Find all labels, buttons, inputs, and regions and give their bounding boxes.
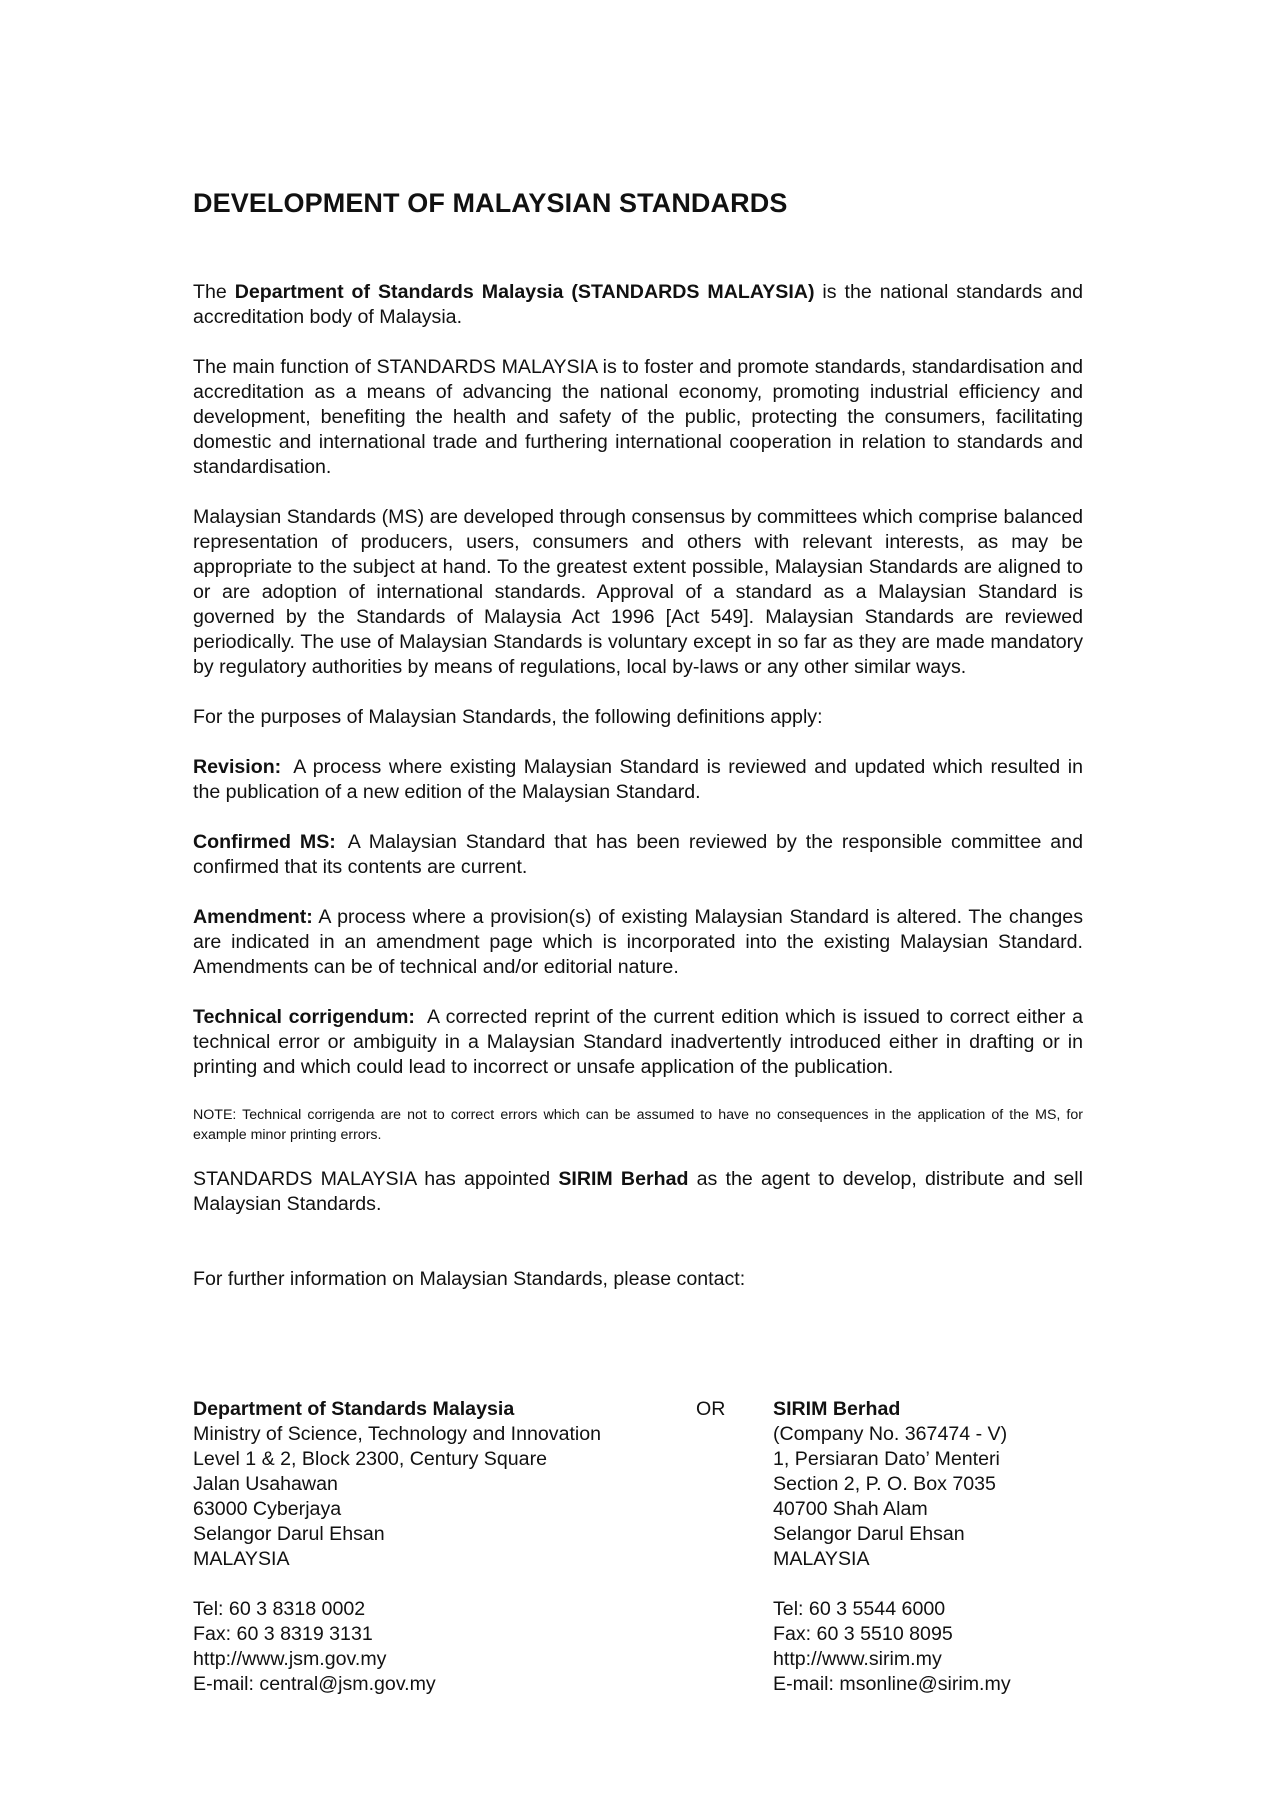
- tel-line: Tel: 60 3 5544 6000: [773, 1598, 946, 1620]
- definitions-intro: For the purposes of Malaysian Standards, the following definitions apply:: [193, 706, 823, 728]
- agent-before: STANDARDS MALAYSIA has appointed: [193, 1168, 559, 1190]
- or-separator: [696, 1397, 725, 1422]
- definition-term: Revision:: [193, 756, 282, 778]
- document-page: [193, 0, 1083, 1800]
- email-line: E-mail: central@jsm.gov.my: [193, 1673, 436, 1695]
- document-title: DEVELOPMENT OF MALAYSIAN STANDARDS: [193, 188, 788, 218]
- address-line: MALAYSIA: [773, 1548, 870, 1570]
- contact-name: Department of Standards Malaysia: [193, 1398, 515, 1420]
- definition-confirmed: [193, 830, 1083, 880]
- address-line: (Company No. 367474 - V): [773, 1423, 1008, 1445]
- tel-line: Tel: 60 3 8318 0002: [193, 1598, 366, 1620]
- address-line: MALAYSIA: [193, 1548, 290, 1570]
- definition-corrigendum: [193, 1005, 1083, 1080]
- agent-paragraph: [193, 1167, 1083, 1217]
- address-line: Selangor Darul Ehsan: [193, 1523, 385, 1545]
- address-line: Level 1 & 2, Block 2300, Century Square: [193, 1448, 547, 1470]
- definition-term: Amendment:: [193, 906, 313, 928]
- contact-right: [773, 1397, 1011, 1697]
- intro-after: is the national standards and accreditation body of Malaysia.: [193, 281, 1083, 328]
- fax-line: Fax: 60 3 8319 3131: [193, 1623, 373, 1645]
- intro-paragraph: [193, 280, 1083, 330]
- contact-left: [193, 1397, 601, 1697]
- address-line: 1, Persiaran Dato’ Menteri: [773, 1448, 1000, 1470]
- address-line: Jalan Usahawan: [193, 1473, 338, 1495]
- document-body: [193, 280, 1083, 1317]
- standards-paragraph: Malaysian Standards (MS) are developed through consensus by committees which comprise balanced representation of producers, users, consumers and others with relevant interests, as may be appropriate to the subject at hand. To the greatest extent possible, Malaysian Standards are aligned to or are adoption of international standards. Approval of a standard as a Malaysian Standard is governed by the Standards of Malaysia Act 1996 [Act 549]. Malaysian Standards are reviewed periodically. The use of Malaysian Standards is voluntary except in so far as they are made mandatory by regulatory authorities by means of regulations, local by-laws or any other similar ways.: [193, 506, 1083, 678]
- definition-text: A Malaysian Standard that has been reviewed by the responsible committee and confirmed that its contents are current.: [193, 831, 1083, 878]
- definition-text: A process where existing Malaysian Standard is reviewed and updated which resulted in the publication of a new edition of the Malaysian Standard.: [193, 756, 1083, 803]
- definition-amendment: [193, 905, 1083, 980]
- email-line: E-mail: msonline@sirim.my: [773, 1673, 1011, 1695]
- definition-text: A corrected reprint of the current edition which is issued to correct either a technical error or ambiguity in a Malaysian Standard inadvertently introduced either in drafting or in printing and which could lead to incorrect or unsafe application of the publication.: [193, 1006, 1083, 1078]
- address-line: Section 2, P. O. Box 7035: [773, 1473, 996, 1495]
- address-line: Ministry of Science, Technology and Innovation: [193, 1423, 602, 1445]
- function-paragraph: The main function of STANDARDS MALAYSIA is to foster and promote standards, standardisation and accreditation as a means of advancing the national economy, promoting industrial efficiency and development, benefiting the health and safety of the public, protecting the consumers, facilitating domestic and international trade and furthering international cooperation in relation to standards and standardisation.: [193, 356, 1083, 478]
- website-line: http://www.jsm.gov.my: [193, 1648, 387, 1670]
- note-paragraph: NOTE: Technical corrigenda are not to correct errors which can be assumed to have no consequences in the application of the MS, for example minor printing errors.: [193, 1107, 1083, 1143]
- fax-line: Fax: 60 3 5510 8095: [773, 1623, 953, 1645]
- intro-before: The: [193, 281, 235, 303]
- contact-name: SIRIM Berhad: [773, 1398, 901, 1420]
- definition-text: A process where a provision(s) of existing Malaysian Standard is altered. The changes are indicated in an amendment page which is incorporated into the existing Malaysian Standard. Amendments can be of technical and/or editorial nature.: [193, 906, 1083, 978]
- definition-revision: [193, 755, 1083, 805]
- definition-term: Confirmed MS:: [193, 831, 336, 853]
- intro-bold: Department of Standards Malaysia (STANDARDS MALAYSIA): [234, 281, 815, 303]
- website-line: http://www.sirim.my: [773, 1648, 942, 1670]
- agent-after: as the agent to develop, distribute and sell Malaysian Standards.: [193, 1168, 1083, 1215]
- address-line: Selangor Darul Ehsan: [773, 1523, 965, 1545]
- definition-term: Technical corrigendum:: [193, 1006, 415, 1028]
- agent-bold: SIRIM Berhad: [558, 1168, 689, 1190]
- contact-intro: For further information on Malaysian Standards, please contact:: [193, 1268, 746, 1290]
- address-line: 63000 Cyberjaya: [193, 1498, 342, 1520]
- address-line: 40700 Shah Alam: [773, 1498, 928, 1520]
- or-label: OR: [696, 1398, 726, 1420]
